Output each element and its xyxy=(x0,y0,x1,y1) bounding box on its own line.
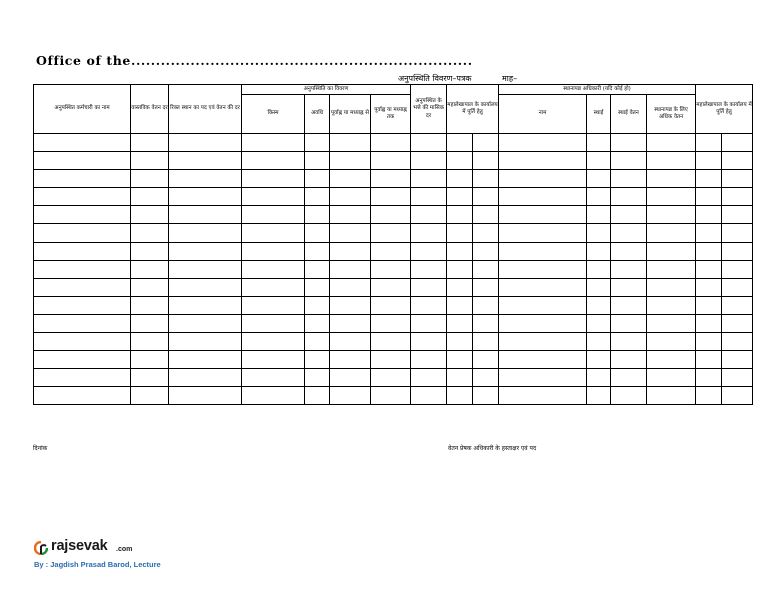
table-cell[interactable] xyxy=(305,188,330,206)
table-cell[interactable] xyxy=(587,387,611,405)
office-title: Office of the..................................................................... xyxy=(36,53,473,68)
table-cell[interactable] xyxy=(499,134,587,152)
table-cell[interactable] xyxy=(647,170,696,188)
table-cell[interactable] xyxy=(647,333,696,351)
table-cell[interactable] xyxy=(411,387,447,405)
table-cell[interactable] xyxy=(447,224,473,242)
table-cell[interactable] xyxy=(647,278,696,296)
table-cell[interactable] xyxy=(131,278,169,296)
table-cell[interactable] xyxy=(34,188,131,206)
table-cell[interactable] xyxy=(131,296,169,314)
table-cell[interactable] xyxy=(611,387,647,405)
table-cell[interactable] xyxy=(131,206,169,224)
table-cell[interactable] xyxy=(305,206,330,224)
table-cell[interactable] xyxy=(473,134,499,152)
table-cell[interactable] xyxy=(696,278,722,296)
table-cell[interactable] xyxy=(371,152,411,170)
date-label: दिनांक xyxy=(33,445,48,452)
table-cell[interactable] xyxy=(371,278,411,296)
table-cell[interactable] xyxy=(587,170,611,188)
header-name: नाम xyxy=(499,95,587,134)
table-row xyxy=(34,224,753,242)
table-cell[interactable] xyxy=(411,260,447,278)
table-cell[interactable] xyxy=(411,206,447,224)
table-cell[interactable] xyxy=(722,387,753,405)
table-cell[interactable] xyxy=(447,188,473,206)
table-cell[interactable] xyxy=(242,188,305,206)
table-cell[interactable] xyxy=(447,152,473,170)
table-cell[interactable] xyxy=(34,260,131,278)
header-actual-pay-rate: वास्तविक वेतन दर xyxy=(131,85,169,134)
table-cell[interactable] xyxy=(34,278,131,296)
table-cell[interactable] xyxy=(587,260,611,278)
table-cell[interactable] xyxy=(242,170,305,188)
table-cell[interactable] xyxy=(34,206,131,224)
table-cell[interactable] xyxy=(722,369,753,387)
table-cell[interactable] xyxy=(242,333,305,351)
table-cell[interactable] xyxy=(169,152,242,170)
table-cell[interactable] xyxy=(34,224,131,242)
table-cell[interactable] xyxy=(499,387,587,405)
table-cell[interactable] xyxy=(696,242,722,260)
table-cell[interactable] xyxy=(447,206,473,224)
table-cell[interactable] xyxy=(169,296,242,314)
header-period: अवधि xyxy=(305,95,330,134)
table-cell[interactable] xyxy=(371,387,411,405)
table-cell[interactable] xyxy=(611,152,647,170)
header-permanent-pay: स्थाई वेतन xyxy=(611,95,647,134)
table-cell[interactable] xyxy=(499,278,587,296)
table-cell[interactable] xyxy=(499,333,587,351)
table-cell[interactable] xyxy=(242,206,305,224)
table-cell[interactable] xyxy=(411,351,447,369)
table-cell[interactable] xyxy=(587,134,611,152)
table-cell[interactable] xyxy=(305,242,330,260)
table-cell[interactable] xyxy=(305,260,330,278)
table-cell[interactable] xyxy=(242,260,305,278)
table-cell[interactable] xyxy=(371,206,411,224)
table-cell[interactable] xyxy=(411,224,447,242)
table-cell[interactable] xyxy=(647,369,696,387)
table-cell[interactable] xyxy=(499,170,587,188)
table-cell[interactable] xyxy=(242,242,305,260)
table-cell[interactable] xyxy=(169,333,242,351)
table-cell[interactable] xyxy=(34,170,131,188)
header-absence-monthly-rate: अनुपस्थित के भत्ते की मासिक दर xyxy=(411,85,447,134)
table-cell[interactable] xyxy=(242,224,305,242)
table-cell[interactable] xyxy=(587,242,611,260)
table-cell[interactable] xyxy=(34,314,131,332)
table-cell[interactable] xyxy=(499,206,587,224)
header-to: पूर्वाह्न या मध्याह्न तक xyxy=(371,95,411,134)
header-group-absence-details: अनुपस्थिति का विवरण xyxy=(242,85,411,95)
table-cell[interactable] xyxy=(647,188,696,206)
table-cell[interactable] xyxy=(473,278,499,296)
author-credit: By : Jagdish Prasad Barod, Lecture xyxy=(34,560,161,569)
table-cell[interactable] xyxy=(34,296,131,314)
table-cell[interactable] xyxy=(447,260,473,278)
table-cell[interactable] xyxy=(499,242,587,260)
table-cell[interactable] xyxy=(696,224,722,242)
table-cell[interactable] xyxy=(330,188,371,206)
table-cell[interactable] xyxy=(242,134,305,152)
table-cell[interactable] xyxy=(647,351,696,369)
table-cell[interactable] xyxy=(330,296,371,314)
table-cell[interactable] xyxy=(696,134,722,152)
table-cell[interactable] xyxy=(447,278,473,296)
table-cell[interactable] xyxy=(411,296,447,314)
table-cell[interactable] xyxy=(696,314,722,332)
table-cell[interactable] xyxy=(647,134,696,152)
table-cell[interactable] xyxy=(722,188,753,206)
table-cell[interactable] xyxy=(131,333,169,351)
table-cell[interactable] xyxy=(411,170,447,188)
table-row xyxy=(34,152,753,170)
table-cell[interactable] xyxy=(34,387,131,405)
table-cell[interactable] xyxy=(696,387,722,405)
table-cell[interactable] xyxy=(473,188,499,206)
table-cell[interactable] xyxy=(330,242,371,260)
table-cell[interactable] xyxy=(722,206,753,224)
table-cell[interactable] xyxy=(371,369,411,387)
table-cell[interactable] xyxy=(696,296,722,314)
table-cell[interactable] xyxy=(499,188,587,206)
table-cell[interactable] xyxy=(647,152,696,170)
table-cell[interactable] xyxy=(447,134,473,152)
absence-statement-table xyxy=(33,84,753,405)
header-type: किस्म xyxy=(242,95,305,134)
table-cell[interactable] xyxy=(473,369,499,387)
table-cell[interactable] xyxy=(499,314,587,332)
logo-suffix: .com xyxy=(116,546,133,553)
table-cell[interactable] xyxy=(611,260,647,278)
table-cell[interactable] xyxy=(611,333,647,351)
table-cell[interactable] xyxy=(242,387,305,405)
table-cell[interactable] xyxy=(305,224,330,242)
table-cell[interactable] xyxy=(696,206,722,224)
table-row xyxy=(34,134,753,152)
table-cell[interactable] xyxy=(473,170,499,188)
table-cell[interactable] xyxy=(411,314,447,332)
table-cell[interactable] xyxy=(169,224,242,242)
table-cell[interactable] xyxy=(371,296,411,314)
table-cell[interactable] xyxy=(611,224,647,242)
table-cell[interactable] xyxy=(131,387,169,405)
table-cell[interactable] xyxy=(473,224,499,242)
table-cell[interactable] xyxy=(447,333,473,351)
table-cell[interactable] xyxy=(371,314,411,332)
table-cell[interactable] xyxy=(371,224,411,242)
table-cell[interactable] xyxy=(305,296,330,314)
table-cell[interactable] xyxy=(330,152,371,170)
table-cell[interactable] xyxy=(169,134,242,152)
table-cell[interactable] xyxy=(447,387,473,405)
table-cell[interactable] xyxy=(131,188,169,206)
table-cell[interactable] xyxy=(473,387,499,405)
table-cell[interactable] xyxy=(305,369,330,387)
table-cell[interactable] xyxy=(371,260,411,278)
table-cell[interactable] xyxy=(371,242,411,260)
table-cell[interactable] xyxy=(647,206,696,224)
table-cell[interactable] xyxy=(611,242,647,260)
table-cell[interactable] xyxy=(242,152,305,170)
table-cell[interactable] xyxy=(330,224,371,242)
table-cell[interactable] xyxy=(696,152,722,170)
table-cell[interactable] xyxy=(242,296,305,314)
table-cell[interactable] xyxy=(447,351,473,369)
table-cell[interactable] xyxy=(722,278,753,296)
table-cell[interactable] xyxy=(473,242,499,260)
table-cell[interactable] xyxy=(722,296,753,314)
table-cell[interactable] xyxy=(696,188,722,206)
table-row xyxy=(34,351,753,369)
table-cell[interactable] xyxy=(611,134,647,152)
table-cell[interactable] xyxy=(647,296,696,314)
table-cell[interactable] xyxy=(647,224,696,242)
table-cell[interactable] xyxy=(411,152,447,170)
table-cell[interactable] xyxy=(587,224,611,242)
table-cell[interactable] xyxy=(305,278,330,296)
table-cell[interactable] xyxy=(473,152,499,170)
table-cell[interactable] xyxy=(499,296,587,314)
table-row xyxy=(34,296,753,314)
table-cell[interactable] xyxy=(169,206,242,224)
table-cell[interactable] xyxy=(473,296,499,314)
table-row xyxy=(34,387,753,405)
table-cell[interactable] xyxy=(696,369,722,387)
table-cell[interactable] xyxy=(330,260,371,278)
table-cell[interactable] xyxy=(131,134,169,152)
table-cell[interactable] xyxy=(371,170,411,188)
table-cell[interactable] xyxy=(34,369,131,387)
table-cell[interactable] xyxy=(611,188,647,206)
table-cell[interactable] xyxy=(169,278,242,296)
table-cell[interactable] xyxy=(447,296,473,314)
table-cell[interactable] xyxy=(722,314,753,332)
table-cell[interactable] xyxy=(499,224,587,242)
table-cell[interactable] xyxy=(473,206,499,224)
table-cell[interactable] xyxy=(411,242,447,260)
table-cell[interactable] xyxy=(411,278,447,296)
table-cell[interactable] xyxy=(647,242,696,260)
table-cell[interactable] xyxy=(330,369,371,387)
table-cell[interactable] xyxy=(411,369,447,387)
table-cell[interactable] xyxy=(499,260,587,278)
table-cell[interactable] xyxy=(330,333,371,351)
header-absent-employee-name: अनुपस्थित कर्मचारी का नाम xyxy=(34,85,131,134)
table-cell[interactable] xyxy=(696,333,722,351)
table-cell[interactable] xyxy=(587,188,611,206)
table-cell[interactable] xyxy=(447,369,473,387)
table-cell[interactable] xyxy=(131,369,169,387)
table-cell[interactable] xyxy=(611,206,647,224)
table-cell[interactable] xyxy=(131,170,169,188)
table-cell[interactable] xyxy=(447,170,473,188)
table-cell[interactable] xyxy=(722,333,753,351)
table-cell[interactable] xyxy=(169,242,242,260)
table-cell[interactable] xyxy=(473,351,499,369)
table-cell[interactable] xyxy=(242,351,305,369)
table-cell[interactable] xyxy=(411,188,447,206)
table-cell[interactable] xyxy=(587,296,611,314)
table-cell[interactable] xyxy=(34,242,131,260)
table-cell[interactable] xyxy=(305,387,330,405)
table-cell[interactable] xyxy=(587,206,611,224)
table-cell[interactable] xyxy=(305,351,330,369)
table-cell[interactable] xyxy=(611,170,647,188)
signature-label: वेतन प्रेषक अधिकारी के हस्ताक्षर एवं पद xyxy=(448,445,537,452)
header-from: पूर्वाह्न या मध्याह्न से xyxy=(330,95,371,134)
table-row xyxy=(34,278,753,296)
table-cell[interactable] xyxy=(499,351,587,369)
table-cell[interactable] xyxy=(587,369,611,387)
header-ag-office-use-2: महालेखापाल के कार्यालय में पूर्ति हेतु xyxy=(696,85,753,134)
table-cell[interactable] xyxy=(473,314,499,332)
table-row xyxy=(34,369,753,387)
table-cell[interactable] xyxy=(131,314,169,332)
table-cell[interactable] xyxy=(587,333,611,351)
table-cell[interactable] xyxy=(169,351,242,369)
table-cell[interactable] xyxy=(371,333,411,351)
table-cell[interactable] xyxy=(169,188,242,206)
table-cell[interactable] xyxy=(371,134,411,152)
document-title: अनुपस्थिति विवरण–पत्रक xyxy=(398,74,472,83)
table-cell[interactable] xyxy=(647,387,696,405)
table-cell[interactable] xyxy=(447,314,473,332)
table-cell[interactable] xyxy=(722,351,753,369)
table-cell[interactable] xyxy=(305,333,330,351)
table-cell[interactable] xyxy=(447,242,473,260)
table-cell[interactable] xyxy=(305,314,330,332)
table-cell[interactable] xyxy=(647,260,696,278)
table-cell[interactable] xyxy=(611,369,647,387)
table-row xyxy=(34,242,753,260)
table-cell[interactable] xyxy=(330,278,371,296)
table-cell[interactable] xyxy=(305,152,330,170)
table-cell[interactable] xyxy=(169,387,242,405)
table-cell[interactable] xyxy=(722,170,753,188)
table-cell[interactable] xyxy=(499,369,587,387)
table-cell[interactable] xyxy=(647,314,696,332)
table-cell[interactable] xyxy=(131,351,169,369)
rajsevak-logo-icon xyxy=(34,541,48,555)
table-row xyxy=(34,170,753,188)
table-cell[interactable] xyxy=(330,314,371,332)
table-cell[interactable] xyxy=(696,351,722,369)
table-cell[interactable] xyxy=(611,296,647,314)
table-cell[interactable] xyxy=(696,170,722,188)
table-cell[interactable] xyxy=(371,351,411,369)
table-cell[interactable] xyxy=(242,369,305,387)
table-cell[interactable] xyxy=(473,333,499,351)
table-cell[interactable] xyxy=(330,134,371,152)
table-cell[interactable] xyxy=(330,387,371,405)
table-cell[interactable] xyxy=(131,152,169,170)
header-permanent: स्थाई xyxy=(587,95,611,134)
table-row xyxy=(34,206,753,224)
table-cell[interactable] xyxy=(587,314,611,332)
table-cell[interactable] xyxy=(411,134,447,152)
table-cell[interactable] xyxy=(371,188,411,206)
table-cell[interactable] xyxy=(722,242,753,260)
table-row xyxy=(34,314,753,332)
table-cell[interactable] xyxy=(169,369,242,387)
table-cell[interactable] xyxy=(34,134,131,152)
table-cell[interactable] xyxy=(305,134,330,152)
table-cell[interactable] xyxy=(411,333,447,351)
table-cell[interactable] xyxy=(330,170,371,188)
table-cell[interactable] xyxy=(169,314,242,332)
header-group-substitute-officer: स्थानापन्न अधिकारी (यदि कोई हो) xyxy=(499,85,696,95)
table-cell[interactable] xyxy=(611,314,647,332)
table-cell[interactable] xyxy=(587,152,611,170)
table-row xyxy=(34,333,753,351)
table-cell[interactable] xyxy=(34,333,131,351)
table-cell[interactable] xyxy=(696,260,722,278)
header-officiating-extra-pay: स्थानापन्न के लिए अधिक वेतन xyxy=(647,95,696,134)
table-cell[interactable] xyxy=(473,260,499,278)
table-cell[interactable] xyxy=(611,351,647,369)
table-row xyxy=(34,188,753,206)
table-cell[interactable] xyxy=(131,224,169,242)
table-cell[interactable] xyxy=(169,170,242,188)
table-cell[interactable] xyxy=(169,260,242,278)
table-cell[interactable] xyxy=(499,152,587,170)
header-vacant-post-pay-rate: रिक्त स्थान का पद एवं वेतन की दर xyxy=(169,85,242,134)
table-cell[interactable] xyxy=(722,224,753,242)
table-cell[interactable] xyxy=(34,152,131,170)
table-cell[interactable] xyxy=(722,134,753,152)
table-cell[interactable] xyxy=(722,260,753,278)
table-cell[interactable] xyxy=(330,351,371,369)
table-cell[interactable] xyxy=(587,351,611,369)
table-cell[interactable] xyxy=(587,278,611,296)
table-cell[interactable] xyxy=(722,152,753,170)
logo-text: rajsevak xyxy=(51,538,108,554)
table-cell[interactable] xyxy=(242,278,305,296)
table-cell[interactable] xyxy=(131,242,169,260)
table-cell[interactable] xyxy=(611,278,647,296)
table-cell[interactable] xyxy=(242,314,305,332)
table-cell[interactable] xyxy=(34,351,131,369)
month-label: माह– xyxy=(502,74,518,83)
table-cell[interactable] xyxy=(131,260,169,278)
table-cell[interactable] xyxy=(305,170,330,188)
table-row xyxy=(34,260,753,278)
header-ag-office-use-1: महालेखापाल के कार्यालय में पूर्ति हेतु xyxy=(447,85,499,134)
table-cell[interactable] xyxy=(330,206,371,224)
